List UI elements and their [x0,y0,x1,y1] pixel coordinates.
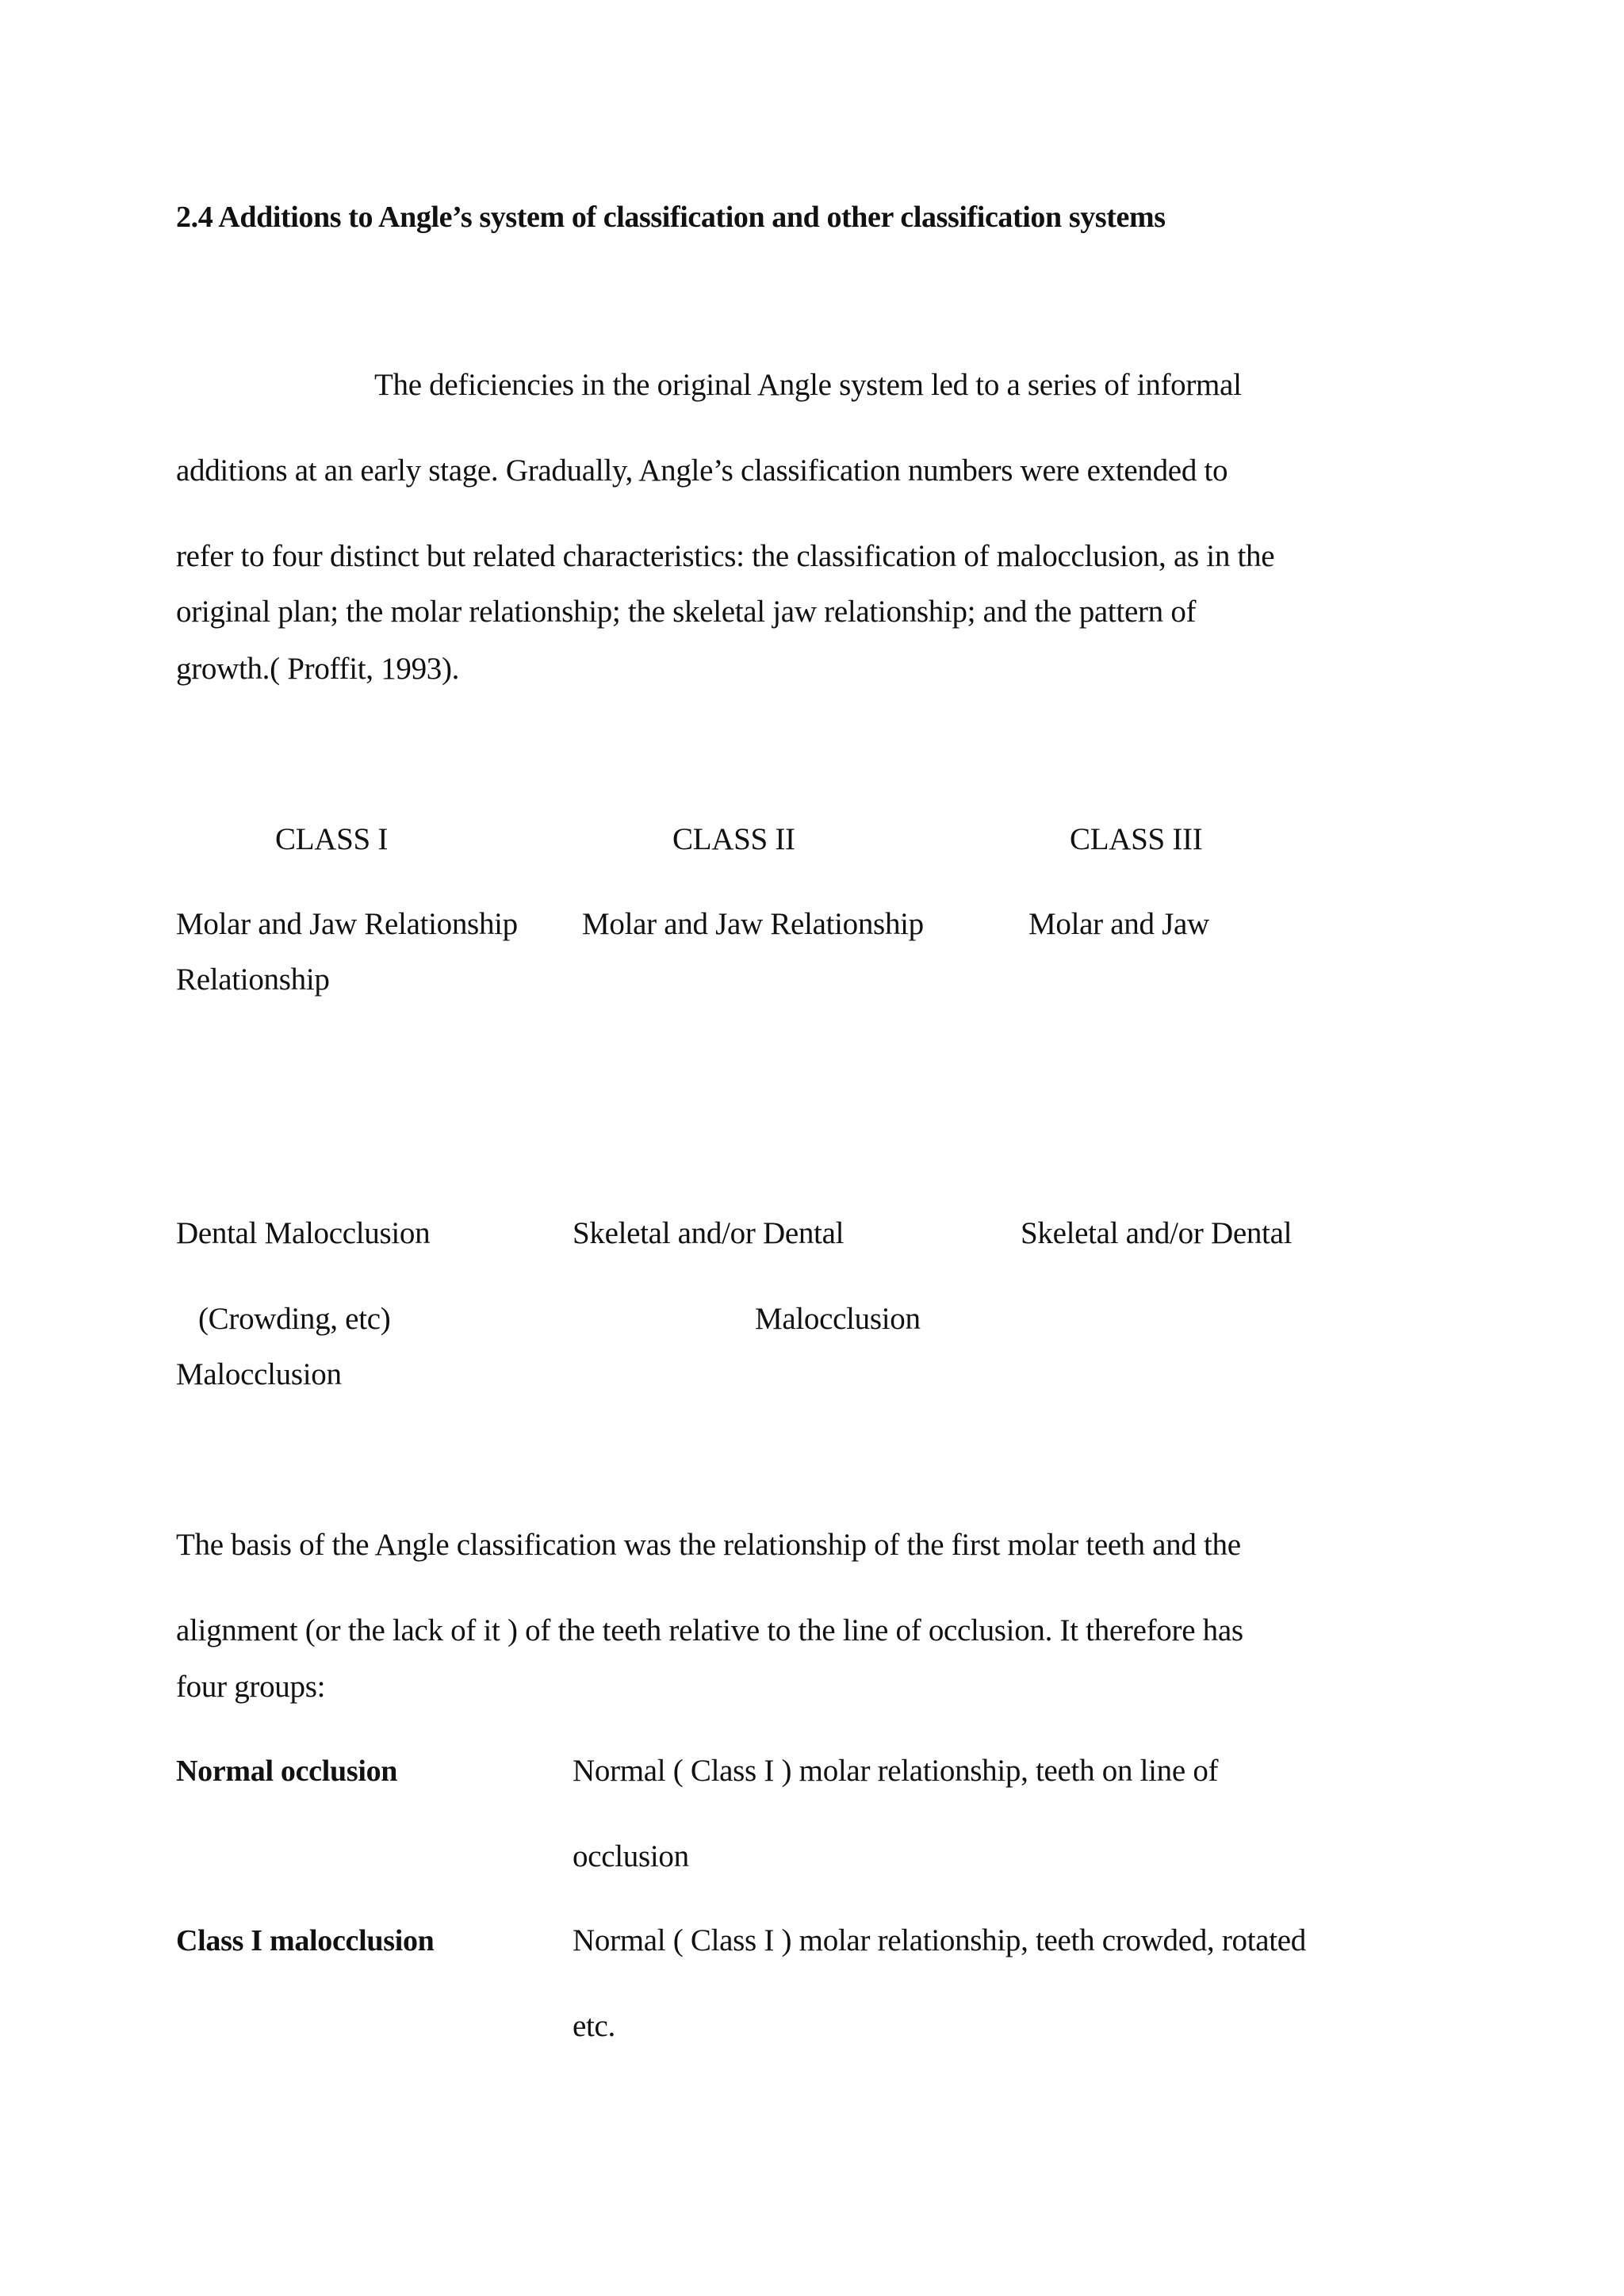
intro-line-1: The deficiencies in the original Angle system led to a series of informal [374,368,1242,402]
class-1-crowding-note: (Crowding, etc) [198,1302,391,1336]
intro-line-2: additions at an early stage. Gradually, Angle’s classification numbers were extended to [176,453,1228,488]
class-1-title: CLASS I [275,822,389,856]
class-2-malocclusion-continued: Malocclusion [755,1302,921,1336]
intro-line-5: growth.( Proffit, 1993). [176,652,460,686]
basis-line-3: four groups: [176,1670,326,1704]
group-desc-class-1-malocclusion-line-2: etc. [573,2009,616,2043]
class-2-malocclusion-type: Skeletal and/or Dental [573,1216,845,1250]
class-3-malocclusion-type: Skeletal and/or Dental [1021,1216,1293,1250]
class-1-relationship: Molar and Jaw Relationship [176,907,518,941]
group-desc-normal-occlusion-line-1: Normal ( Class I ) molar relationship, teeth on line of [573,1754,1219,1788]
section-heading: 2.4 Additions to Angle’s system of classification and other classification systems [176,201,1166,234]
group-desc-class-1-malocclusion-line-1: Normal ( Class I ) molar relationship, teeth crowded, rotated [573,1923,1306,1957]
group-term-class-1-malocclusion: Class I malocclusion [176,1924,435,1957]
class-2-title: CLASS II [672,822,795,856]
intro-line-4: original plan; the molar relationship; the skeletal jaw relationship; and the pattern of [176,595,1197,629]
class-1-malocclusion-type: Dental Malocclusion [176,1216,431,1250]
class-3-relationship: Molar and Jaw [1028,907,1209,941]
group-desc-normal-occlusion-line-2: occlusion [573,1839,689,1873]
group-term-normal-occlusion: Normal occlusion [176,1755,398,1788]
intro-line-3: refer to four distinct but related characteristics: the classification of malocclusion, as in the [176,539,1275,573]
basis-line-2: alignment (or the lack of it ) of the teeth relative to the line of occlusion. It therefore has [176,1613,1243,1647]
class-2-relationship: Molar and Jaw Relationship [582,907,924,941]
basis-line-1: The basis of the Angle classification was the relationship of the first molar teeth and the [176,1528,1241,1562]
class-3-malocclusion-continued: Malocclusion [176,1357,342,1391]
class-3-relationship-continued: Relationship [176,962,330,997]
class-3-title: CLASS III [1070,822,1203,856]
